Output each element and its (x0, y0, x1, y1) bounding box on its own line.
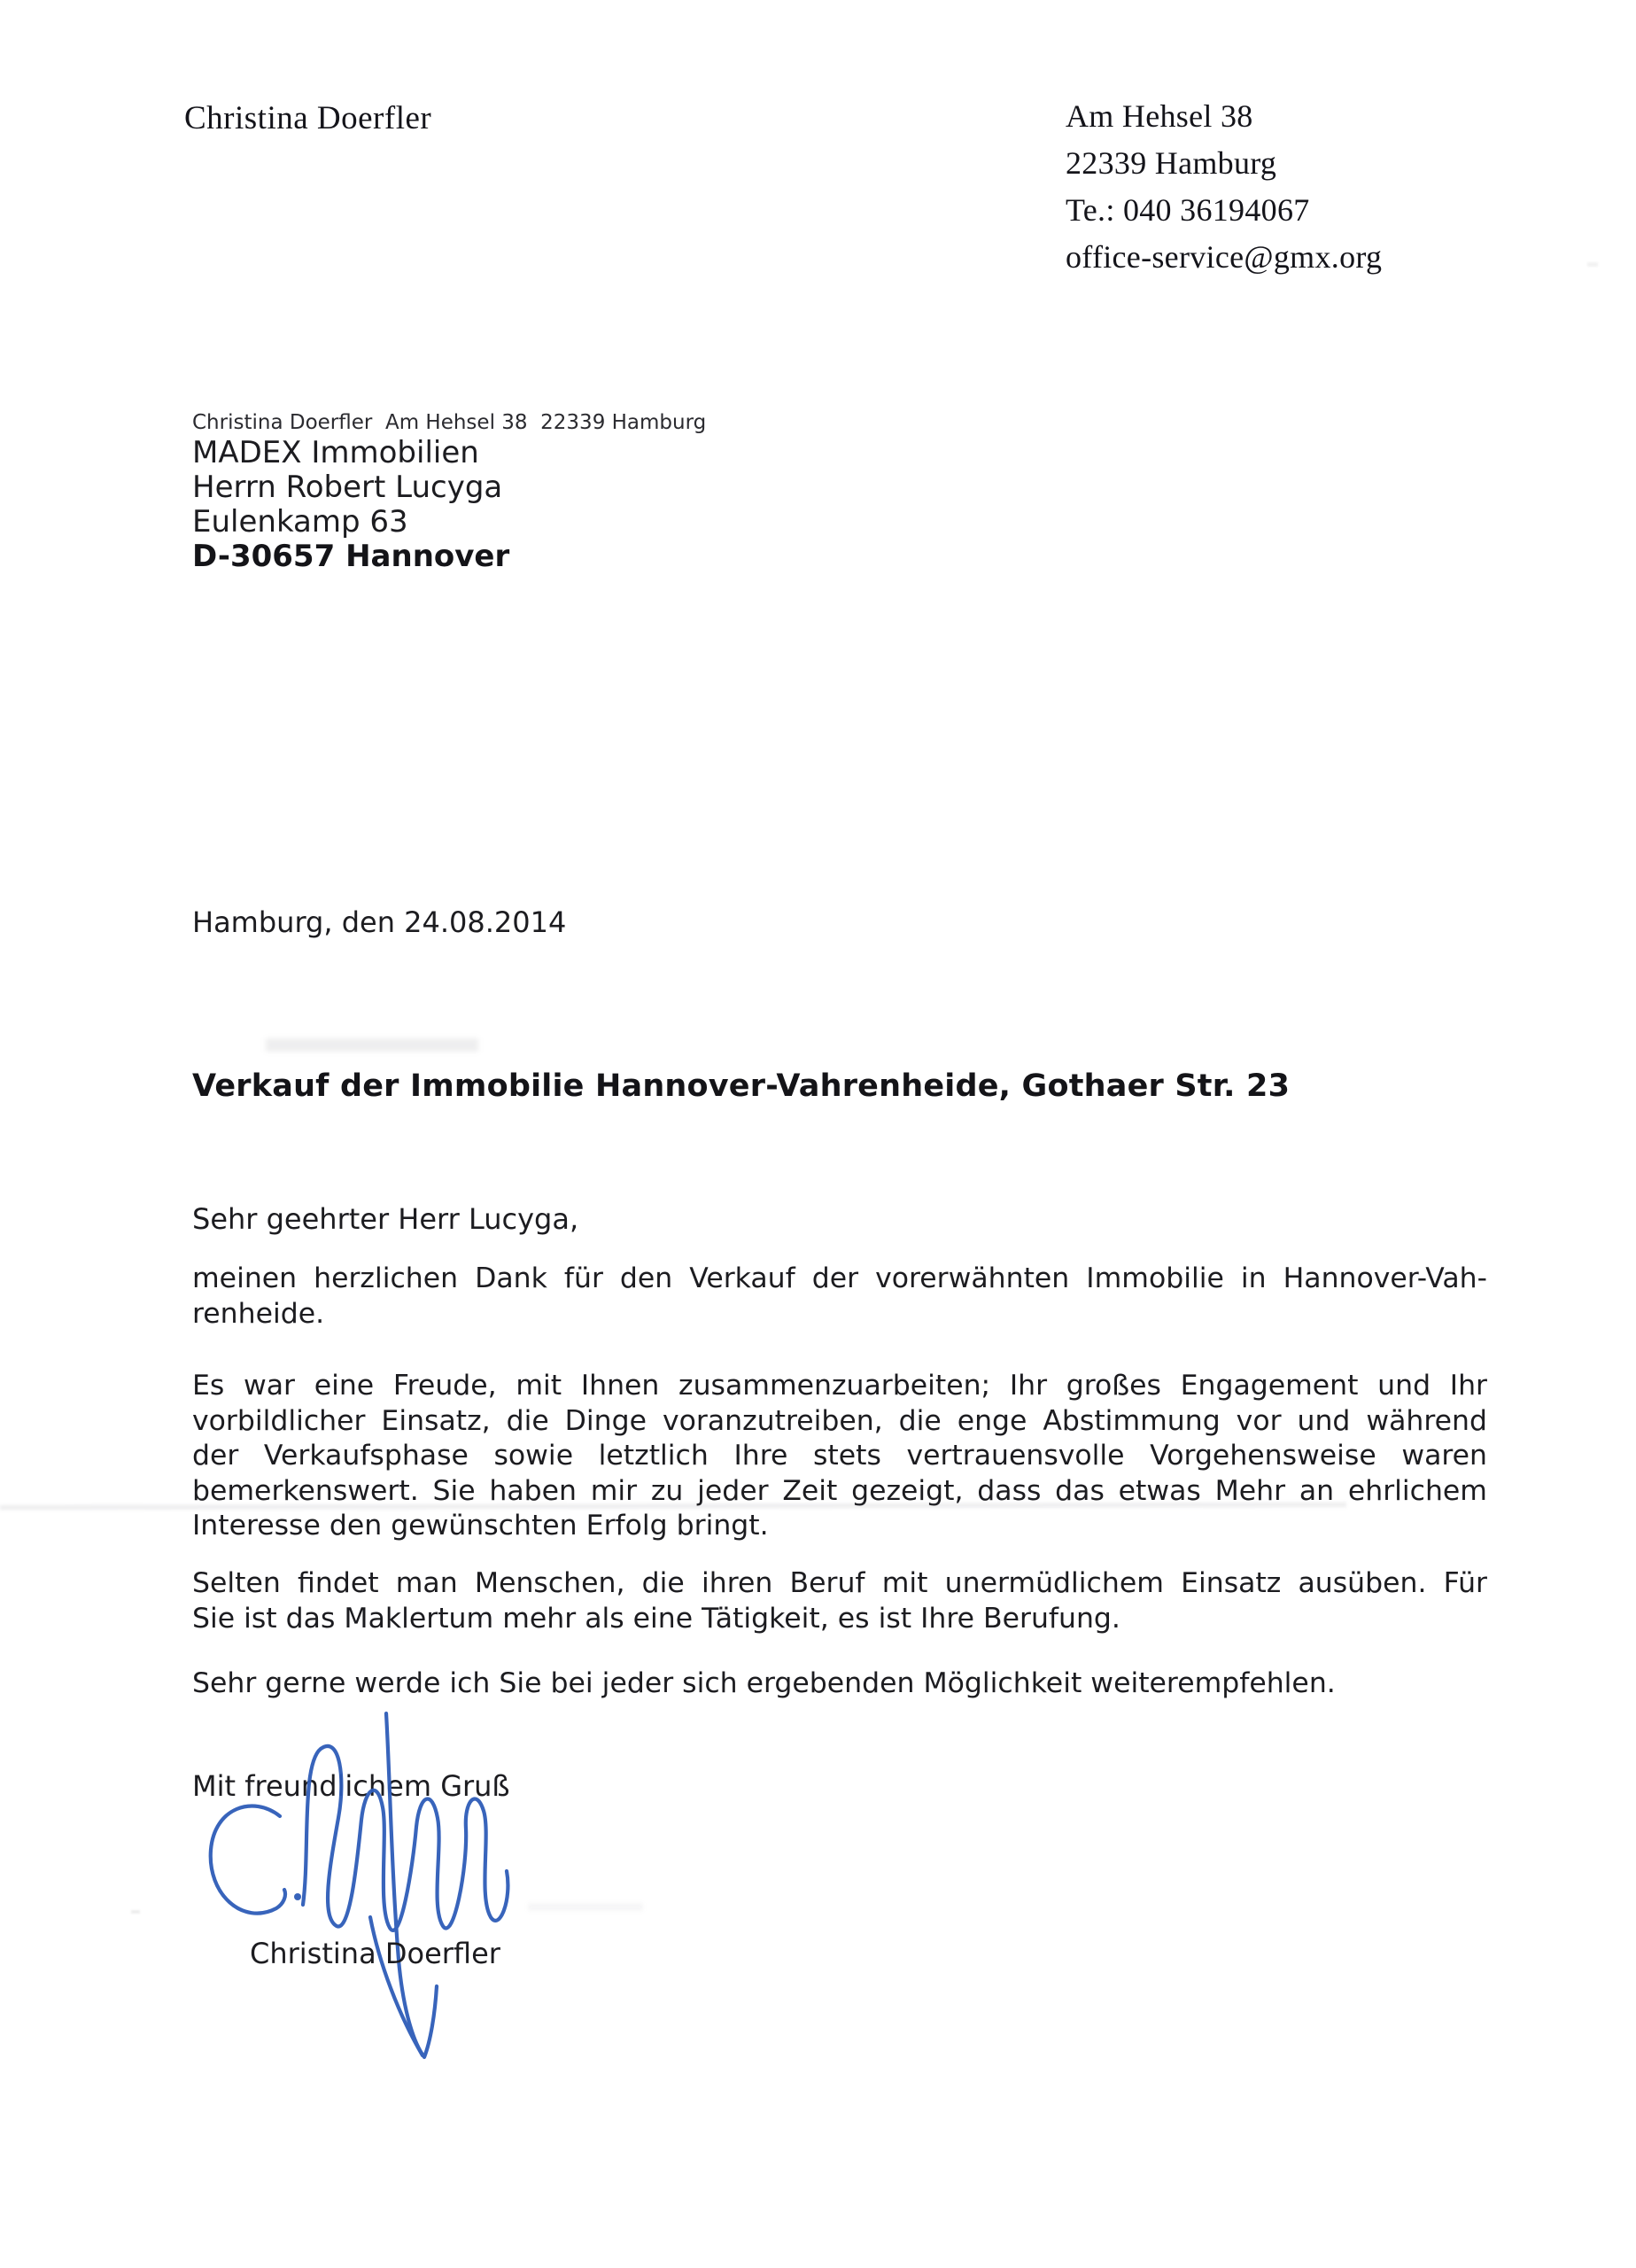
recipient-street: Eulenkamp 63 (192, 504, 408, 540)
sender-email-line: office-service@gmx.org (1066, 239, 1383, 275)
sender-city-line: 22339 Hamburg (1066, 145, 1277, 181)
paragraph-line: bemerkenswert. Sie haben mir zu jeder Zeit gezeigt, dass das etwas Mehr an ehrlichem (192, 1474, 1487, 1507)
signature-initial-c (211, 1806, 285, 1914)
scan-ghost-artifact (266, 1038, 478, 1052)
date-line: Hamburg, den 24.08.2014 (192, 905, 567, 939)
signature-descender-stroke (386, 1713, 437, 2057)
body-paragraph-1 (192, 1262, 1487, 1332)
scan-speck-artifact (1587, 262, 1598, 267)
signature-dot (294, 1893, 301, 1900)
sender-contact-block (1066, 93, 1382, 281)
scan-smudge-artifact (528, 1903, 643, 1911)
body-paragraph-2 (192, 1369, 1487, 1544)
recipient-city: D-30657 Hannover (192, 539, 510, 574)
sender-phone-line: Te.: 040 36194067 (1066, 192, 1310, 228)
subject-line: Verkauf der Immobilie Hannover-Vahrenheide, Gothaer Str. 23 (192, 1068, 1291, 1104)
paragraph-line: renheide. (192, 1297, 325, 1330)
salutation: Sehr geehrter Herr Lucyga, (192, 1202, 579, 1236)
paragraph-line: der Verkaufsphase sowie letztlich Ihre stets vertrauensvolle Vorgehensweise waren (192, 1440, 1487, 1472)
recipient-person: Herrn Robert Lucyga (192, 470, 503, 505)
sender-street-line: Am Hehsel 38 (1066, 98, 1253, 134)
handwritten-signature (168, 1694, 540, 2075)
recipient-company: MADEX Immobilien (192, 435, 479, 470)
signature-scrawl (303, 1746, 508, 1930)
signed-name: Christina Doerfler (250, 1937, 500, 1970)
recipient-block (192, 436, 509, 574)
return-address-line: Christina Doerfler Am Hehsel 38 22339 Hamburg (192, 411, 707, 434)
paragraph-line: Interesse den gewünschten Erfolg bringt. (192, 1510, 769, 1542)
scan-speck-artifact (131, 1910, 140, 1914)
paragraph-line: Sehr gerne werde ich Sie bei jeder sich ergebenden Möglichkeit weiterempfehlen. (192, 1667, 1336, 1699)
sender-name: Christina Doerfler (184, 100, 432, 136)
paragraph-line: Es war eine Freude, mit Ihnen zusammenzuarbeiten; Ihr großes Engagement und Ihr (192, 1370, 1487, 1402)
paragraph-line: Sie ist das Maklertum mehr als eine Tätigkeit, es ist Ihre Berufung. (192, 1602, 1120, 1635)
paragraph-line: Selten findet man Menschen, die ihren Beruf mit unermüdlichem Einsatz ausüben. Für (192, 1567, 1487, 1599)
paragraph-line: vorbildlicher Einsatz, die Dinge voranzutreiben, die enge Abstimmung vor und während (192, 1404, 1487, 1437)
paragraph-line: meinen herzlichen Dank für den Verkauf der vorerwähnten Immobilie in Hannover-Vah- (192, 1262, 1487, 1294)
closing-line: Mit freundlichem Gruß (192, 1769, 510, 1803)
body-paragraph-3 (192, 1566, 1487, 1636)
